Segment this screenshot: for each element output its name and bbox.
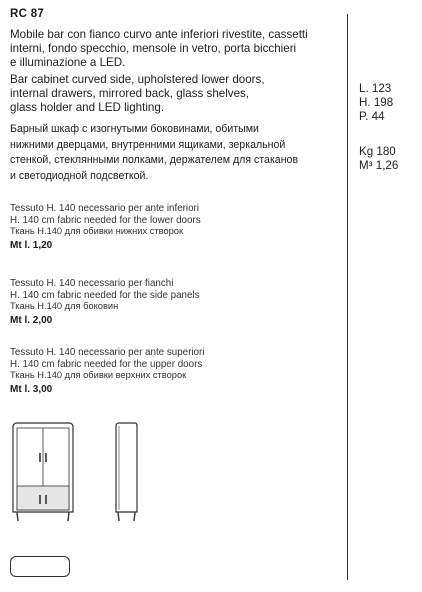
- fabric-text-ru: Ткань H.140 для обивки верхних створок: [10, 370, 187, 380]
- fabric-text-it: Tessuto H. 140 necessario per ante inferiori: [10, 203, 199, 214]
- dimensions-block: [359, 82, 393, 125]
- description-line: стенкой, стеклянными полками, держателем для стаканов: [10, 154, 299, 166]
- description-line: interni, fondo specchio, mensole in vetro, porta bicchieri: [10, 42, 297, 55]
- fabric-text-ru: Ткань H.140 для боковин: [10, 301, 119, 311]
- column-divider: [347, 14, 348, 580]
- description-line: glass holder and LED lighting.: [10, 101, 165, 114]
- fabric-text-en: H. 140 cm fabric needed for the side panels: [10, 289, 200, 301]
- fabric-text-ru: Ткань H.140 для обивки нижних створок: [10, 226, 184, 236]
- spec-volume: M³ 1,26: [359, 159, 399, 173]
- fabric-text-en: H. 140 cm fabric needed for the lower doors: [10, 214, 201, 226]
- description-line: Bar cabinet curved side, upholstered lower doors,: [10, 73, 265, 86]
- fabric-text-it: Tessuto H. 140 necessario per fianchi: [10, 278, 174, 289]
- description-line: internal drawers, mirrored back, glass shelves,: [10, 87, 250, 100]
- description-italian: [10, 28, 340, 70]
- fabric-text-it: Tessuto H. 140 necessario per ante superiori: [10, 347, 205, 358]
- description-line: и светодиодной подсветкой.: [10, 169, 149, 182]
- fabric-quantity: Mt l. 2,00: [10, 314, 53, 326]
- description-russian: [10, 122, 340, 184]
- fabric-quantity: Mt l. 3,00: [10, 383, 53, 395]
- fabric-requirement-lower-doors: [10, 203, 201, 251]
- description-line: нижними дверцами, внутренними ящиками, зеркальной: [10, 138, 286, 151]
- finish-selector-box[interactable]: [10, 556, 70, 577]
- fabric-quantity: Mt l. 1,20: [10, 239, 53, 251]
- spec-depth: P. 44: [359, 110, 385, 124]
- weight-volume-block: [359, 145, 398, 173]
- product-code: RC 87: [10, 8, 45, 20]
- fabric-text-en: H. 140 cm fabric needed for the upper doors: [10, 358, 203, 370]
- spec-length: L. 123: [359, 82, 392, 95]
- cabinet-drawing: [8, 422, 148, 534]
- description-line: e illuminazione a LED.: [10, 56, 126, 69]
- spec-weight: Kg 180: [359, 145, 396, 158]
- description-line: Mobile bar con fianco curvo ante inferiori rivestite, cassetti: [10, 28, 308, 41]
- description-english: [10, 73, 340, 115]
- description-line: Барный шкаф с изогнутыми боковинами, обитыми: [10, 123, 259, 135]
- fabric-requirement-side-panels: [10, 278, 200, 326]
- fabric-requirement-upper-doors: [10, 347, 204, 395]
- cabinet-front-view: [13, 423, 73, 521]
- spec-height: H. 198: [359, 96, 394, 110]
- cabinet-side-view: [116, 423, 137, 521]
